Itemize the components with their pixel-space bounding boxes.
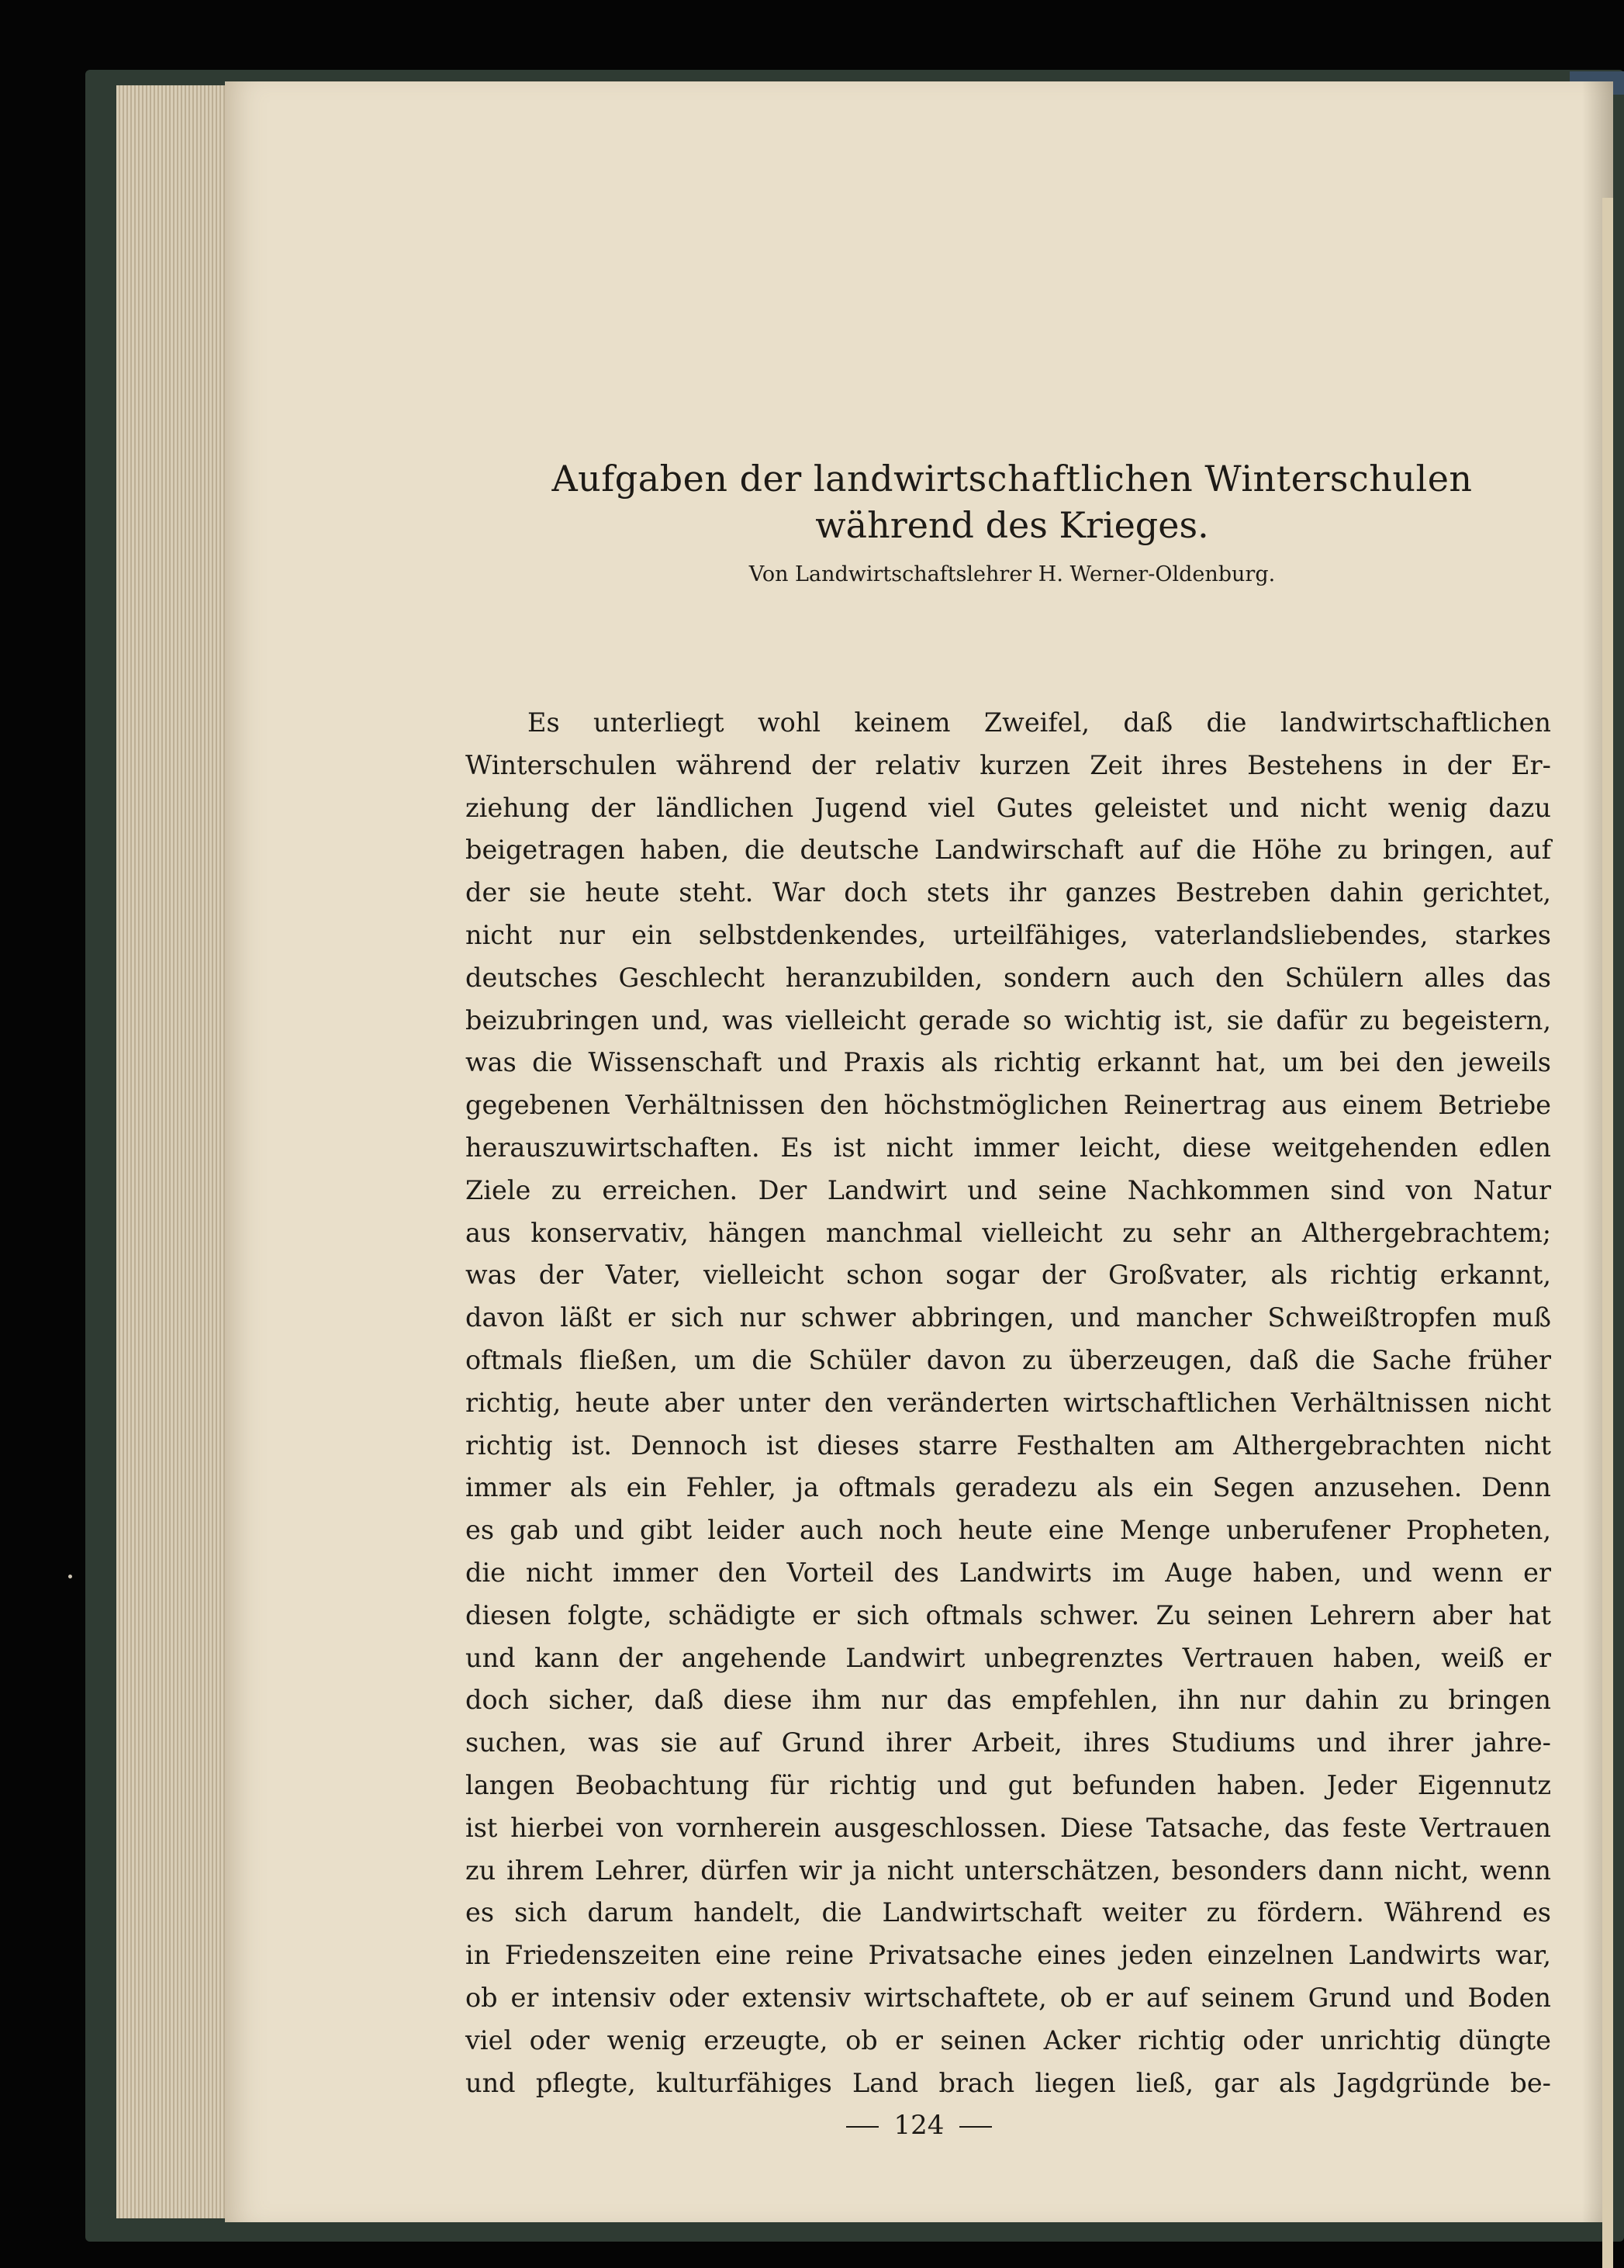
article-title-line-2: während des Krieges. (815, 504, 1209, 546)
body-line: ist hierbei von vornherein ausgeschlossen. Diese Tatsache, das feste Vertrauen (465, 1812, 1551, 1843)
dust-speck (68, 1575, 72, 1578)
body-line: Es unterliegt wohl keinem Zweifel, daß die landwirtschaftlichen (527, 707, 1551, 738)
body-line: deutsches Geschlecht heranzubilden, sondern auch den Schülern alles das (465, 962, 1551, 993)
article-title-line-1: Aufgaben der landwirtschaftlichen Winterschulen (551, 458, 1473, 500)
body-line: Winterschulen während der relativ kurzen Zeit ihres Bestehens in der Er- (465, 749, 1551, 780)
body-line: es gab und gibt leider auch noch heute eine Menge unberufener Propheten, (465, 1515, 1551, 1546)
body-line: oftmals fließen, um die Schüler davon zu überzeugen, daß die Sache früher (465, 1344, 1551, 1375)
article-body (465, 702, 1551, 2104)
body-line: die nicht immer den Vorteil des Landwirts im Auge haben, und wenn er (465, 1557, 1551, 1588)
body-line: viel oder wenig erzeugte, ob er seinen Acker richtig oder unrichtig düngte (465, 2024, 1551, 2055)
body-line: was der Vater, vielleicht schon sogar der Großvater, als richtig erkannt, (465, 1260, 1551, 1291)
page-number: 124 (893, 2110, 945, 2141)
body-line: Ziele zu erreichen. Der Landwirt und seine Nachkommen sind von Natur (465, 1174, 1551, 1205)
body-line: aus konservativ, hängen manchmal vielleicht zu sehr an Althergebrachtem; (465, 1217, 1551, 1248)
page-edges (116, 85, 226, 2218)
body-line: langen Beobachtung für richtig und gut befunden haben. Jeder Eigennutz (465, 1769, 1551, 1800)
body-line: was die Wissenschaft und Praxis als richtig erkannt hat, um bei den jeweils (465, 1047, 1551, 1078)
body-line: doch sicher, daß diese ihm nur das empfehlen, ihn nur dahin zu bringen (465, 1685, 1551, 1716)
body-line: ziehung der ländlichen Jugend viel Gutes geleistet und nicht wenig dazu (465, 792, 1551, 823)
body-line: beizubringen und, was vielleicht gerade so wichtig ist, sie dafür zu begeistern, (465, 1004, 1551, 1035)
body-line: gegebenen Verhältnissen den höchstmöglichen Reinertrag aus einem Betriebe (465, 1090, 1551, 1121)
book-page (225, 81, 1613, 2222)
article-byline: Von Landwirtschaftslehrer H. Werner-Oldenburg. (748, 562, 1276, 586)
body-line: es sich darum handelt, die Landwirtschaft weiter zu fördern. Während es (465, 1897, 1551, 1928)
dash-right (959, 2126, 992, 2128)
body-line: nicht nur ein selbstdenkendes, urteilfähiges, vaterlandsliebendes, starkes (465, 919, 1551, 950)
body-line: in Friedenszeiten eine reine Privatsache eines jeden einzelnen Landwirts war, (465, 1940, 1551, 1971)
body-line: herauszuwirtschaften. Es ist nicht immer leicht, diese weitgehenden edlen (465, 1132, 1551, 1163)
dash-left (846, 2126, 879, 2128)
page-number-footer (225, 2110, 1613, 2141)
body-line: immer als ein Fehler, ja oftmals geradezu als ein Segen anzusehen. Denn (465, 1472, 1551, 1503)
body-line: zu ihrem Lehrer, dürfen wir ja nicht unterschätzen, besonders dann nicht, wenn (465, 1855, 1551, 1886)
body-line: beigetragen haben, die deutsche Landwirschaft auf die Höhe zu bringen, auf (465, 835, 1551, 866)
body-line: und pflegte, kulturfähiges Land brach liegen ließ, gar als Jagdgründe be- (465, 2067, 1551, 2098)
body-line: ob er intensiv oder extensiv wirtschaftete, ob er auf seinem Grund und Boden (465, 1982, 1551, 2013)
body-line: der sie heute steht. War doch stets ihr ganzes Bestreben dahin gerichtet, (465, 877, 1551, 908)
body-line: suchen, was sie auf Grund ihrer Arbeit, ihres Studiums und ihrer jahre- (465, 1727, 1551, 1758)
body-line: diesen folgte, schädigte er sich oftmals schwer. Zu seinen Lehrern aber hat (465, 1599, 1551, 1630)
body-line: richtig, heute aber unter den veränderten wirtschaftlichen Verhältnissen nicht (465, 1387, 1551, 1418)
body-line: davon läßt er sich nur schwer abbringen, und mancher Schweißtropfen muß (465, 1302, 1551, 1333)
body-line: und kann der angehende Landwirt unbegrenztes Vertrauen haben, weiß er (465, 1642, 1551, 1673)
body-line: richtig ist. Dennoch ist dieses starre Festhalten am Althergebrachten nicht (465, 1430, 1551, 1461)
